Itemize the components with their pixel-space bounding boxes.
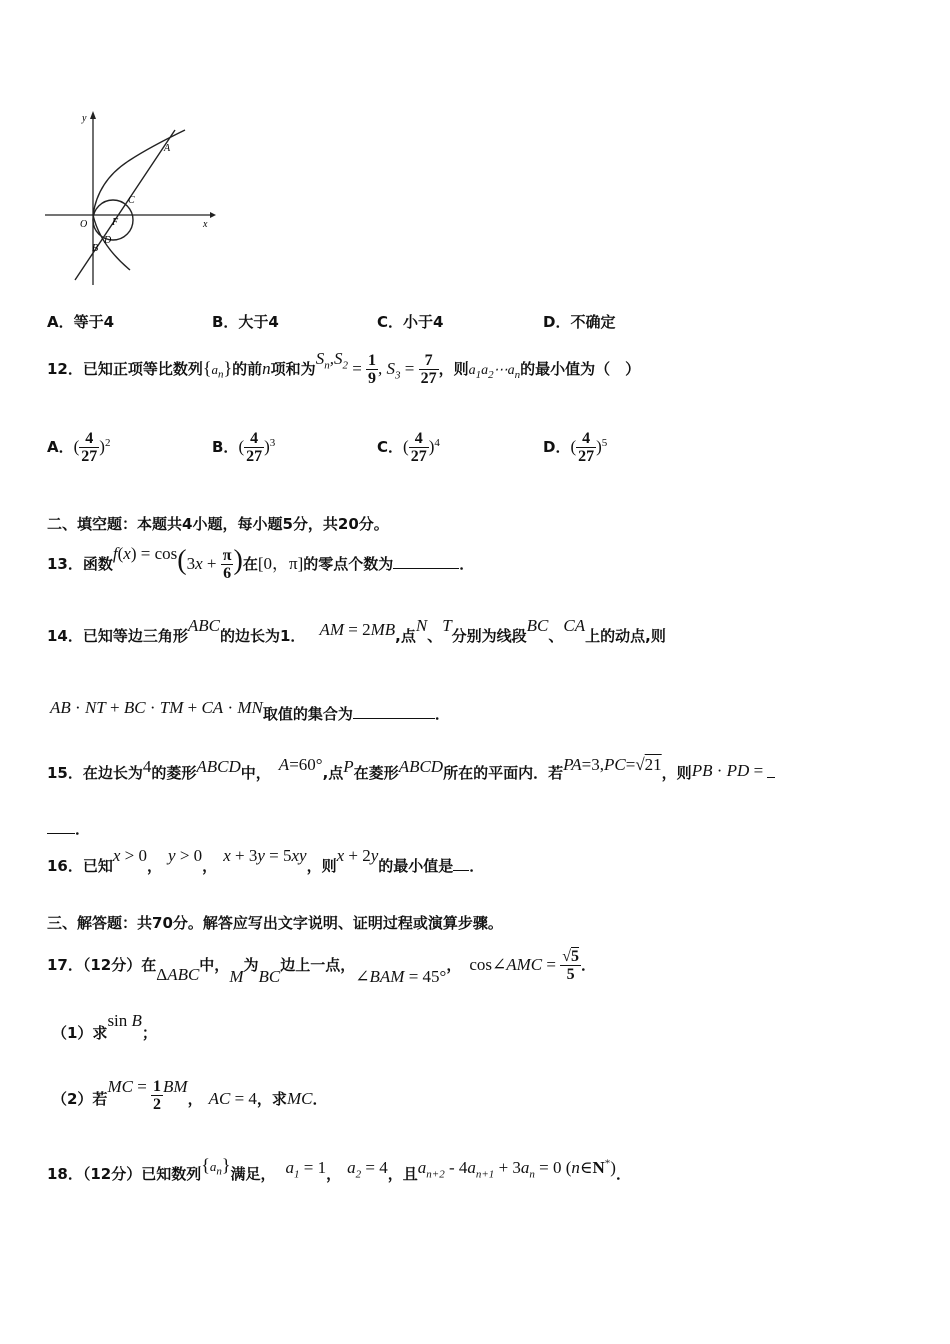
question-14: 14．已知等边三角形ABC的边长为1． AM = 2MB,点N、T分别为线段BC、CA上的动点,则 (47, 616, 666, 645)
question-17-part1: （1）求sin B； (52, 1011, 157, 1042)
question-12: 12．已知正项等比数列$\{a_n\}$的前n项和为$S_n,S_2$ = $\frac{1}{9}$ , $S_3$ = $\frac{7}{27}$ ，则$a_1a_2\cdots a_n$的最小值为（ ） (47, 349, 641, 387)
question-15-line2: ． (47, 818, 90, 839)
fig-label-d: D (104, 235, 112, 246)
fig-label-f: F (112, 217, 119, 228)
question-15: 15．在边长为4的菱形ABCD中， A=60°,点P在菱形ABCD所在的平面内．若PA=3,PC=√21，则PB · PD = (47, 762, 775, 783)
q11-option-d: D．不确定 (543, 313, 616, 331)
question-16: 16．已知x > 0，y > 0，x + 3y = 5xy，则x + 2y的最小值是 ． (47, 846, 485, 875)
q11-option-b: B．大于4 (212, 313, 279, 331)
section-2-heading: 二、填空题：本题共4小题，每小题5分，共20分。 (47, 515, 389, 533)
q12-option-a: A．( $\frac{4}{27}$ )$^2$ (47, 430, 111, 465)
fig-label-o: O (80, 219, 88, 230)
question-17: 17．（12分）在ΔABC中，M为BC边上一点，∠BAM = 45°， cos∠AMC = $\frac{√5}{5}$ ． (47, 948, 597, 986)
q11-option-c: C．小于4 (377, 313, 444, 331)
fig-label-x: x (203, 219, 208, 230)
question-18: 18．（12分）已知数列$\{a_n\}$满足， $a_1 = 1$， $a_2 = 4$，且$a_{n+2} - 4a_{n+1} + 3a_n = 0$ (n∈N*)． (47, 1155, 631, 1183)
q11-option-a: A．等于4 (47, 313, 115, 331)
q12-option-d: D．( $\frac{4}{27}$ )$^5$ (543, 430, 608, 465)
q12-option-c: C．( $\frac{4}{27}$ )$^4$ (377, 430, 440, 465)
fig-label-a: A (164, 143, 171, 154)
question-17-part2: （2）若MC = $\frac{1}{2}$ BM， AC = 4，求MC． (52, 1077, 328, 1113)
question-14-line2: AB · NT + BC · TM + CA · MN取值的集合为 ． (50, 698, 450, 723)
q12-option-b: B．( $\frac{4}{27}$ )$^3$ (212, 430, 276, 465)
fig-label-c: C (128, 195, 135, 206)
section-3-heading: 三、解答题：共70分。解答应写出文字说明、证明过程或演算步骤。 (47, 914, 503, 932)
fig-label-y: y (82, 113, 87, 124)
geometry-figure (40, 105, 220, 290)
fig-label-b: B (92, 243, 99, 254)
question-13: 13．函数f(x) = cos(3x + $\frac{\pi}{6}$ )在[0，π]的零点个数为 ． (47, 544, 475, 582)
